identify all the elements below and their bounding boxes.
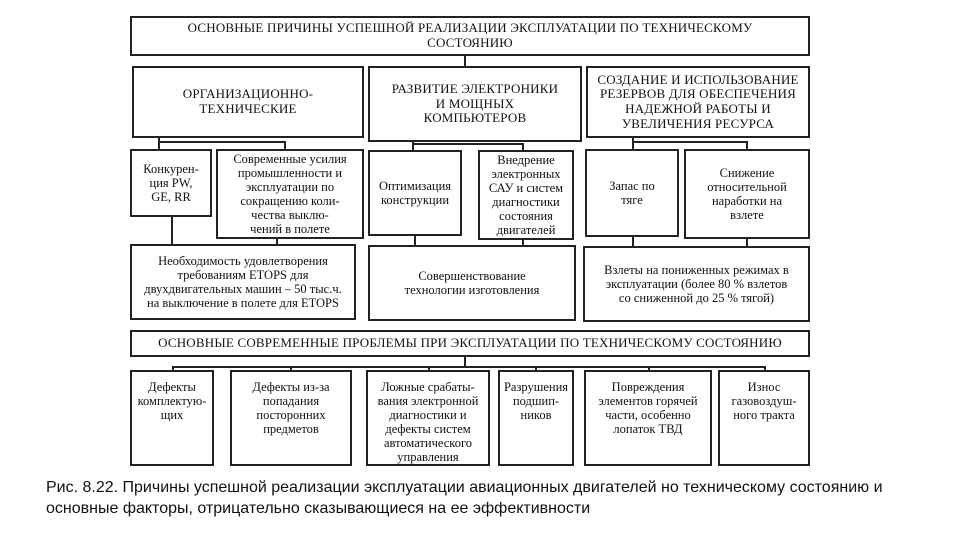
connector-line <box>632 236 634 246</box>
problem-foreign-object-damage: Дефекты из-за попадания посторонних предметов <box>230 370 352 466</box>
result-reduced-thrust-takeoffs: Взлеты на пониженных режимах в эксплуатации (более 80 % взлетов со сниженной до 25 % тягой) <box>583 246 810 322</box>
diagram-title: ОСНОВНЫЕ ПРИЧИНЫ УСПЕШНОЙ РЕАЛИЗАЦИИ ЭКСПЛУАТАЦИИ ПО ТЕХНИЧЕСКОМУ СОСТОЯНИЮ <box>130 16 810 56</box>
factor-shutdown-reduction: Современные усилия промышленности и эксплуатации по сокращению коли- чества выклю- чений в полете <box>216 149 364 239</box>
result-etops-requirement: Необходимость удовлетворения требованиям ETOPS для двухдвигательных машин – 50 тыс.ч. на выключение в полете для ETOPS <box>130 244 356 320</box>
problem-bearing-failures: Разрушения подшип- ников <box>498 370 574 466</box>
connector-line <box>172 366 764 368</box>
connector-line <box>746 238 748 246</box>
result-manufacturing-technology: Совершенствование технологии изготовления <box>368 245 576 321</box>
factor-thrust-margin: Запас по тяге <box>585 149 679 237</box>
category-organizational-technical: ОРГАНИЗАЦИОННО- ТЕХНИЧЕСКИЕ <box>132 66 364 138</box>
connector-line <box>746 141 748 149</box>
connector-line <box>171 216 173 244</box>
category-reserves-resource: СОЗДАНИЕ И ИСПОЛЬЗОВАНИЕ РЕЗЕРВОВ ДЛЯ ОБЕСПЕЧЕНИЯ НАДЕЖНОЙ РАБОТЫ И УВЕЛИЧЕНИЯ РЕСУРСА <box>586 66 810 138</box>
category-electronics-computers: РАЗВИТИЕ ЭЛЕКТРОНИКИ И МОЩНЫХ КОМПЬЮТЕРОВ <box>368 66 582 142</box>
connector-line <box>464 56 466 66</box>
connector-line <box>632 137 634 149</box>
factor-electronic-control: Внедрение электронных САУ и систем диагностики состояния двигателей <box>478 150 574 240</box>
connector-line <box>412 143 522 145</box>
problem-hot-section-damage: Повреждения элементов горячей части, особенно лопаток ТВД <box>584 370 712 466</box>
figure-caption: Рис. 8.22. Причины успешной реализации эксплуатации авиационных двигателей но техническому состоянию и основные факторы, отрицательно сказывающиеся на ее эффективности <box>46 479 883 517</box>
problems-title: ОСНОВНЫЕ СОВРЕМЕННЫЕ ПРОБЛЕМЫ ПРИ ЭКСПЛУАТАЦИИ ПО ТЕХНИЧЕСКОМУ СОСТОЯНИЮ <box>130 330 810 357</box>
problem-component-defects: Дефекты комплектую- щих <box>130 370 214 466</box>
factor-competition: Конкурен- ция PW, GE, RR <box>130 149 212 217</box>
connector-line <box>158 137 160 149</box>
problem-gas-path-wear: Износ газовоздуш- ного тракта <box>718 370 810 466</box>
factor-design-optimization: Оптимизация конструкции <box>368 150 462 236</box>
problem-false-diagnostics: Ложные срабаты- вания электронной диагностики и дефекты систем автоматического управления <box>366 370 490 466</box>
connector-line <box>158 141 284 143</box>
connector-line <box>284 141 286 149</box>
connector-line <box>414 235 416 245</box>
connector-line <box>632 141 746 143</box>
factor-takeoff-operating-time: Снижение относительной наработки на взлете <box>684 149 810 239</box>
